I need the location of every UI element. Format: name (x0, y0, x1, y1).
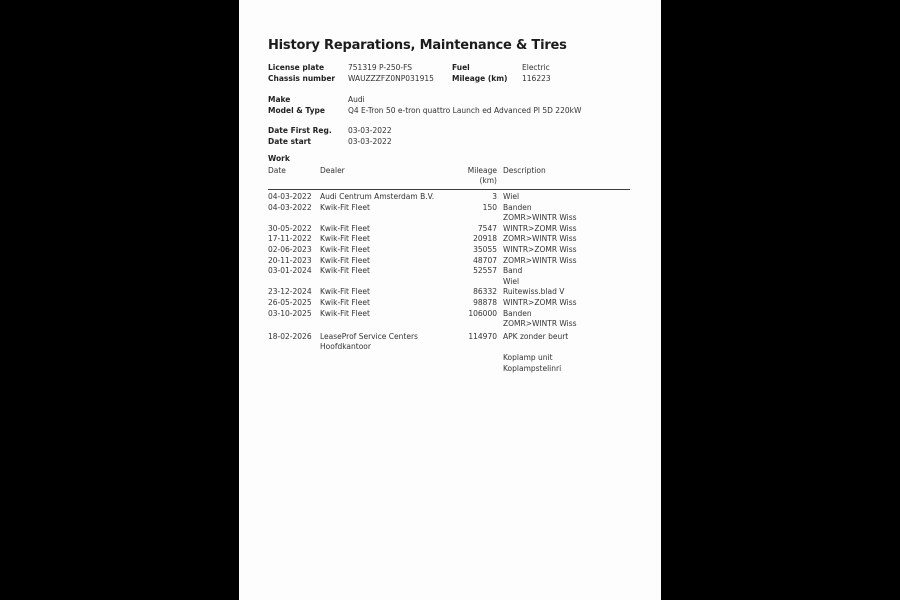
registration-dates-block (268, 125, 651, 147)
cell-mileage: 114970 (468, 331, 497, 341)
cell-description: WINTR>ZOMR Wiss (503, 223, 577, 233)
cell-description: Band (503, 266, 523, 276)
cell-date: 23-12-2024 (268, 287, 312, 297)
cell-date (268, 213, 320, 224)
cell-description: WINTR>ZOMR Wiss (503, 297, 577, 307)
table-row (268, 309, 630, 320)
cell-date (268, 364, 320, 375)
cell-date (268, 277, 320, 288)
cell-mileage (452, 277, 497, 288)
cell-dealer (320, 213, 452, 224)
document-title: History Reparations, Maintenance & Tires (268, 38, 567, 53)
table-row (268, 298, 630, 309)
cell-description: ZOMR>WINTR Wiss (503, 213, 577, 223)
vehicle-make-block (268, 94, 651, 116)
date-start-value: 03-03-2022 (348, 137, 392, 146)
mileage-value: 116223 (522, 74, 551, 83)
cell-dealer: Kwik-Fit Fleet (320, 297, 370, 307)
cell-description: ZOMR>WINTR Wiss (503, 255, 577, 265)
license-plate-label: License plate (268, 63, 325, 72)
table-row (268, 234, 630, 245)
table-row (268, 364, 630, 375)
cell-mileage: 86332 (473, 287, 497, 297)
cell-dealer (320, 353, 452, 364)
cell-date (268, 353, 320, 364)
table-row (268, 319, 630, 330)
cell-date: 17-11-2022 (268, 234, 312, 244)
cell-description: Ruitewiss.blad V (503, 287, 565, 297)
cell-date: 20-11-2023 (268, 255, 312, 265)
cell-description: WINTR>ZOMR Wiss (503, 244, 577, 254)
table-row (268, 203, 630, 214)
table-row (268, 213, 630, 224)
cell-date: 03-01-2024 (268, 266, 312, 276)
table-row (268, 192, 630, 203)
table-row (268, 332, 630, 353)
table-row (268, 256, 630, 267)
cell-dealer (320, 364, 452, 375)
cell-description: Koplampstelinri (503, 363, 562, 373)
cell-mileage (452, 353, 497, 364)
cell-dealer: Kwik-Fit Fleet (320, 234, 370, 244)
model-type-value: Q4 E-Tron 50 e-tron quattro Launch ed Advanced Pl 5D 220kW (348, 106, 582, 115)
cell-dealer (320, 319, 452, 330)
cell-dealer: LeaseProf Service Centers Hoofdkantoor (320, 331, 418, 352)
table-row (268, 266, 630, 277)
license-plate-value: 751319 P-250-FS (348, 63, 413, 72)
cell-dealer: Kwik-Fit Fleet (320, 308, 370, 318)
column-header-date: Date (268, 166, 286, 175)
make-label: Make (268, 95, 291, 104)
cell-dealer: Kwik-Fit Fleet (320, 287, 370, 297)
cell-dealer: Kwik-Fit Fleet (320, 266, 370, 276)
date-first-reg-value: 03-03-2022 (348, 126, 392, 135)
cell-mileage (452, 213, 497, 224)
work-table-header (268, 166, 630, 190)
column-header-mileage: Mileage (km) (467, 166, 497, 185)
cell-date: 04-03-2022 (268, 202, 312, 212)
table-row (268, 353, 630, 364)
work-section-heading: Work (268, 154, 290, 163)
mileage-label: Mileage (km) (452, 74, 508, 83)
table-row (268, 277, 630, 288)
cell-date: 26-05-2025 (268, 297, 312, 307)
cell-description: APK zonder beurt (503, 331, 569, 341)
cell-description: Koplamp unit (503, 352, 553, 362)
cell-description: Banden (503, 202, 532, 212)
cell-mileage: 3 (492, 192, 497, 201)
work-table-rows (268, 192, 630, 374)
fuel-value: Electric (522, 63, 550, 72)
cell-description: Wiel (503, 276, 520, 286)
cell-mileage: 48707 (473, 255, 497, 265)
cell-dealer: Kwik-Fit Fleet (320, 255, 370, 265)
cell-dealer: Kwik-Fit Fleet (320, 244, 370, 254)
cell-description: Banden (503, 308, 532, 318)
table-row (268, 245, 630, 256)
cell-mileage: 150 (482, 202, 497, 212)
make-value: Audi (348, 95, 365, 104)
cell-description: Wiel (503, 192, 520, 201)
cell-mileage (452, 319, 497, 330)
cell-mileage: 35055 (473, 244, 497, 254)
vehicle-id-block (268, 62, 651, 84)
table-row (268, 287, 630, 298)
document-page (239, 0, 661, 600)
cell-date: 30-05-2022 (268, 223, 312, 233)
table-row (268, 224, 630, 235)
cell-mileage (452, 364, 497, 375)
date-start-label: Date start (268, 137, 311, 146)
cell-mileage: 20918 (473, 234, 497, 244)
date-first-reg-label: Date First Reg. (268, 126, 332, 135)
cell-dealer: Kwik-Fit Fleet (320, 202, 370, 212)
cell-dealer: Audi Centrum Amsterdam B.V. (320, 192, 435, 201)
model-type-label: Model & Type (268, 106, 325, 115)
cell-mileage: 7547 (477, 223, 497, 233)
column-header-dealer: Dealer (320, 166, 345, 175)
cell-date: 18-02-2026 (268, 331, 312, 341)
cell-description: ZOMR>WINTR Wiss (503, 319, 577, 329)
work-table (268, 166, 630, 374)
cell-mileage: 98878 (473, 297, 497, 307)
cell-date: 03-10-2025 (268, 308, 312, 318)
cell-dealer: Kwik-Fit Fleet (320, 223, 370, 233)
cell-mileage: 52557 (473, 266, 497, 276)
cell-dealer (320, 277, 452, 288)
cell-description: ZOMR>WINTR Wiss (503, 234, 577, 244)
chassis-number-value: WAUZZZFZ0NP031915 (348, 74, 434, 83)
cell-date: 02-06-2023 (268, 244, 312, 254)
cell-mileage: 106000 (468, 308, 497, 318)
fuel-label: Fuel (452, 63, 470, 72)
cell-date: 04-03-2022 (268, 192, 312, 201)
chassis-number-label: Chassis number (268, 74, 336, 83)
cell-date (268, 319, 320, 330)
column-header-description: Description (503, 166, 546, 175)
